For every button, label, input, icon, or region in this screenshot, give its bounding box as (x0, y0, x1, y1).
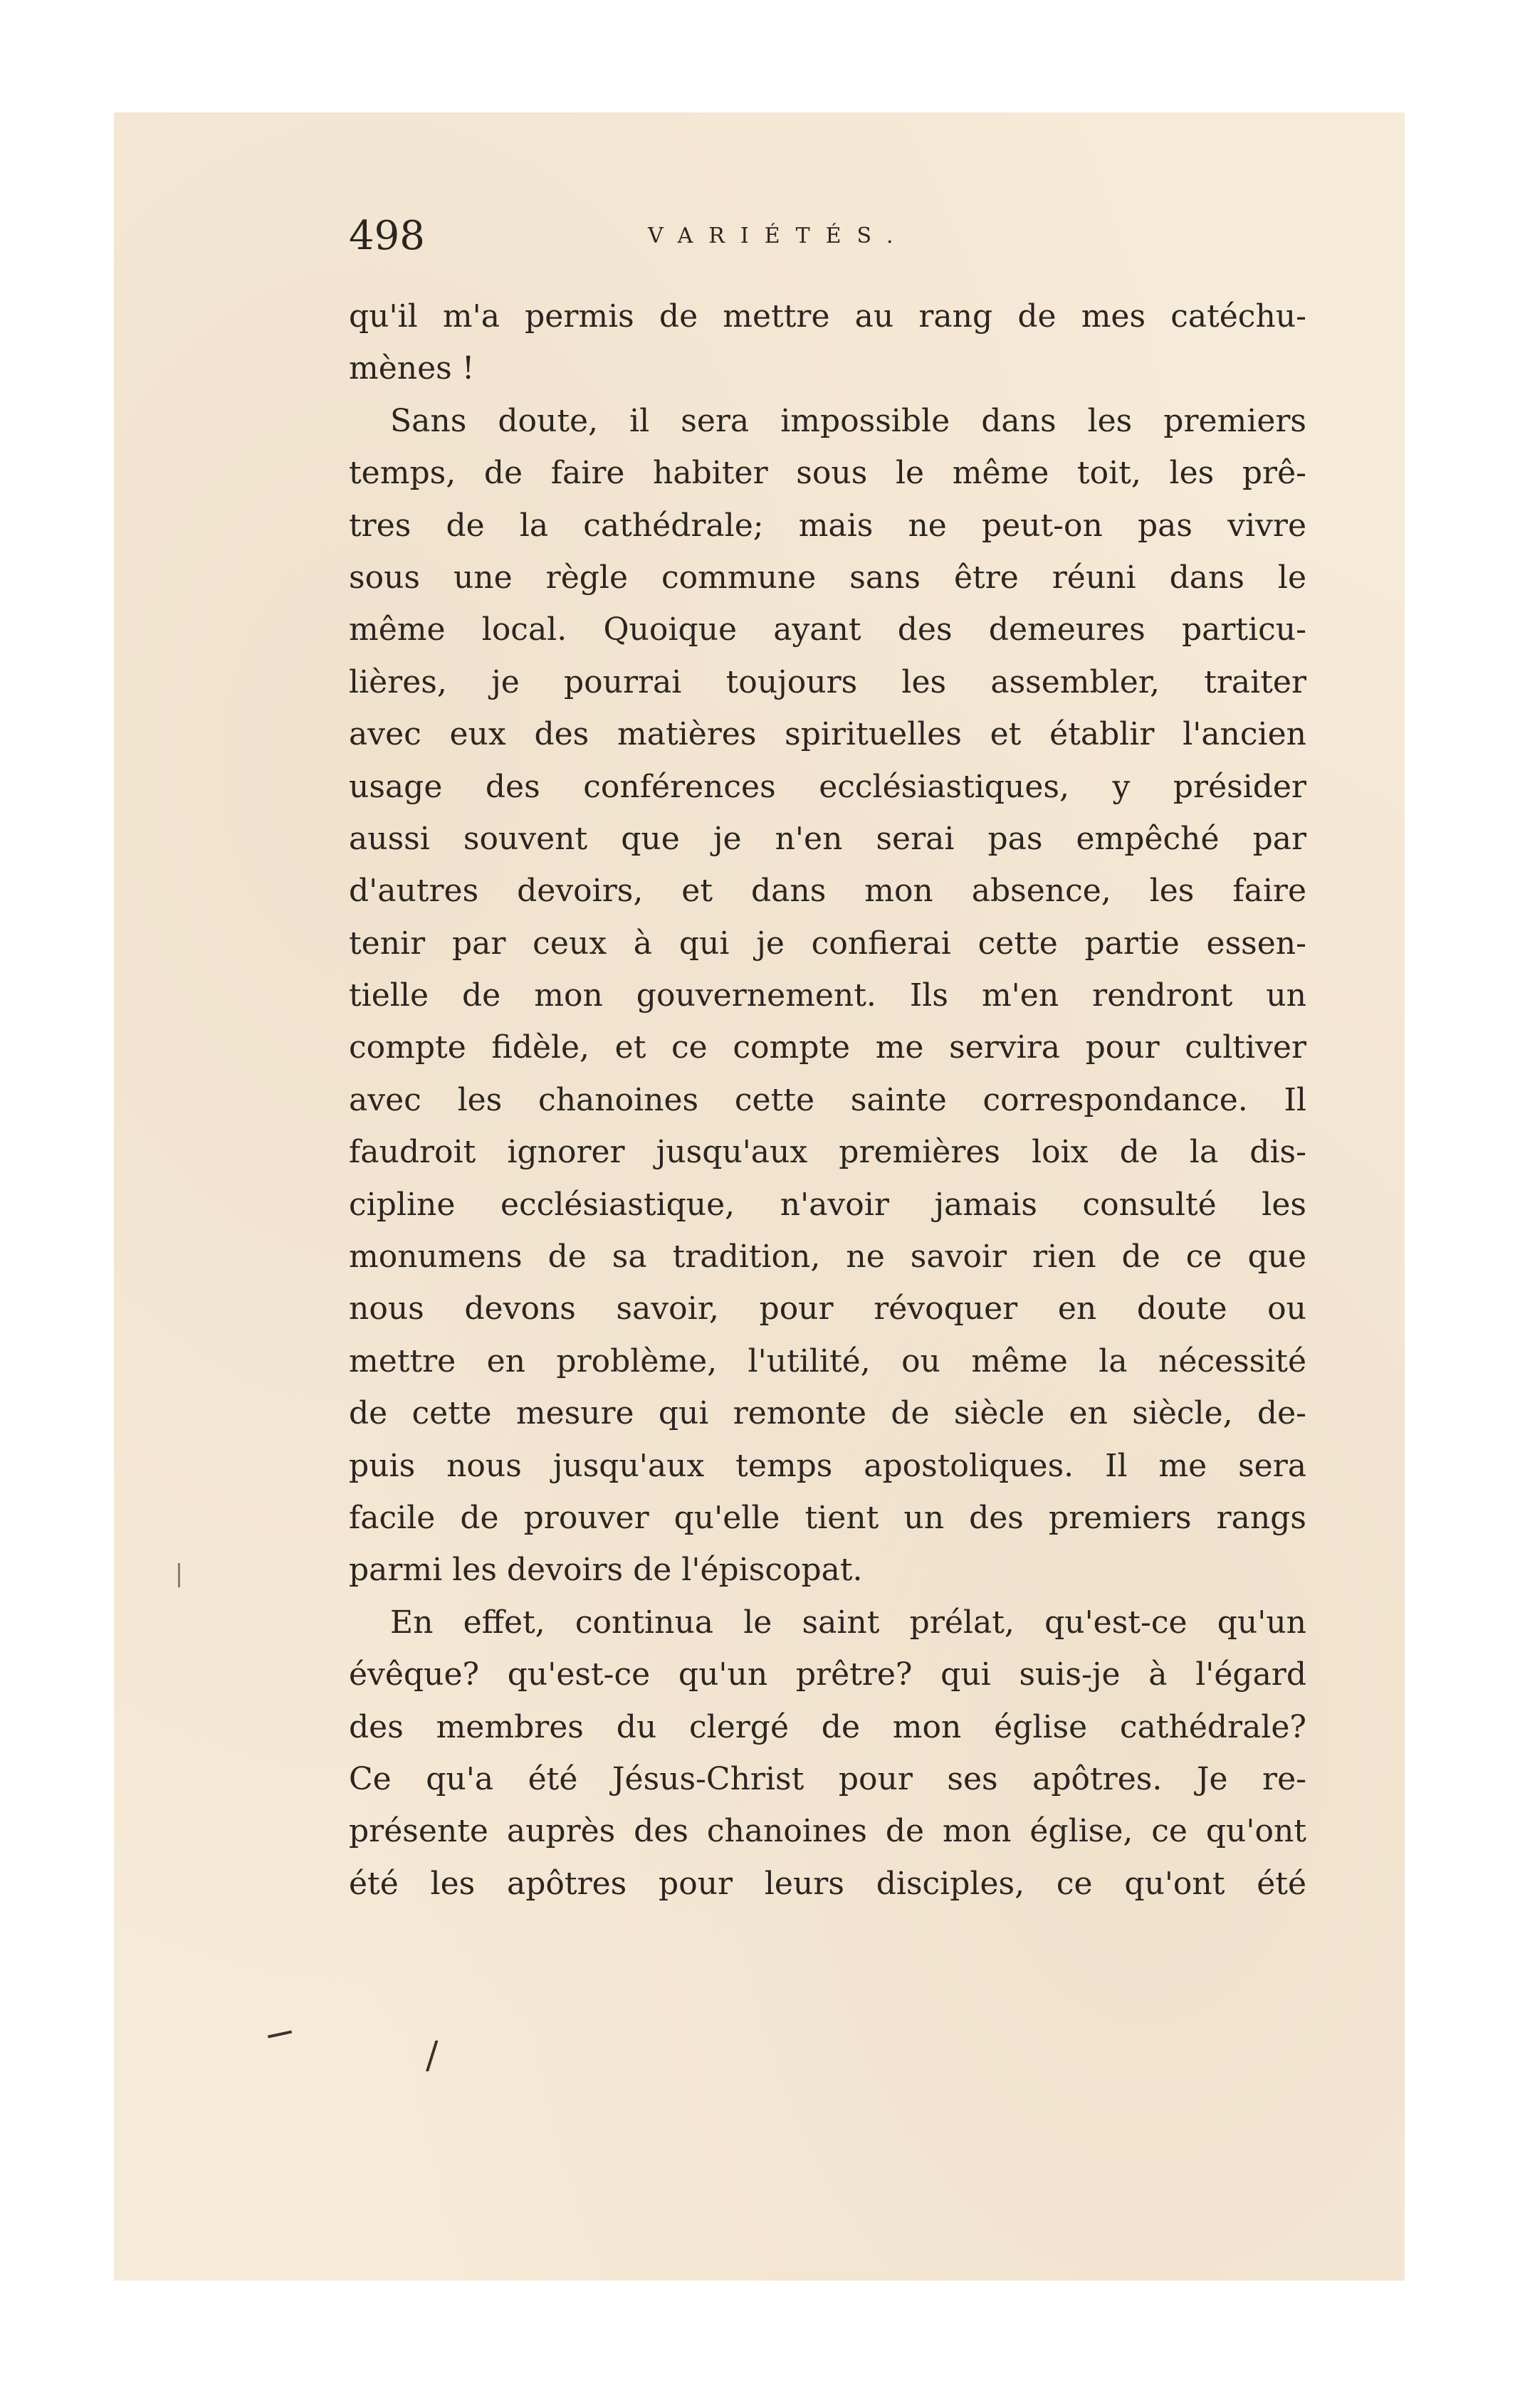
text-line: avec les chanoines cette sainte correspondance. Il (349, 1081, 1306, 1118)
text-line: faudroit ignorer jusqu'aux premières loix de la dis- (349, 1134, 1306, 1171)
text-line: temps, de faire habiter sous le même toit, les prê- (349, 455, 1306, 492)
text-line: En effet, continua le saint prélat, qu'est-ce qu'un (390, 1604, 1306, 1641)
text-line: compte fidèle, et ce compte me servira pour cultiver (349, 1029, 1306, 1066)
text-line: même local. Quoique ayant des demeures particu- (349, 611, 1306, 648)
body-text (349, 290, 1306, 1910)
page-number: 498 (349, 213, 425, 259)
text-line: usage des conférences ecclésiastiques, y présider (349, 768, 1306, 805)
text-line: tres de la cathédrale; mais ne peut-on pas vivre (349, 507, 1306, 544)
text-line: mettre en problème, l'utilité, ou même la nécessité (349, 1342, 1306, 1379)
text-line: Ce qu'a été Jésus-Christ pour ses apôtres. Je re- (349, 1760, 1306, 1797)
text-line: tenir par ceux à qui je confierai cette partie essen- (349, 925, 1306, 962)
text-line: tielle de mon gouvernement. Ils m'en rendront un (349, 977, 1306, 1014)
text-line: facile de prouver qu'elle tient un des premiers rangs (349, 1499, 1306, 1536)
text-line: monumens de sa tradition, ne savoir rien de ce que (349, 1239, 1306, 1276)
text-line: cipline ecclésiastique, n'avoir jamais consulté les (349, 1186, 1306, 1223)
text-line: Sans doute, il sera impossible dans les premiers (390, 402, 1306, 439)
text-line: sous une règle commune sans être réuni dans le (349, 559, 1306, 596)
text-line: d'autres devoirs, et dans mon absence, les faire (349, 873, 1306, 910)
text-line: des membres du clergé de mon église cathédrale? (349, 1708, 1306, 1745)
text-line: aussi souvent que je n'en serai pas empêché par (349, 820, 1306, 857)
text-line: été les apôtres pour leurs disciples, ce qu'ont été (349, 1865, 1306, 1902)
page-header (349, 208, 1306, 265)
text-line: mènes ! (349, 350, 475, 387)
text-line: évêque? qu'est-ce qu'un prêtre? qui suis-je à l'égard (349, 1656, 1306, 1693)
running-head: VARIÉTÉS. (648, 224, 909, 248)
text-line: qu'il m'a permis de mettre au rang de mes catéchu- (349, 298, 1306, 335)
text-line: parmi les devoirs de l'épiscopat. (349, 1552, 863, 1589)
text-line: de cette mesure qui remonte de siècle en siècle, de- (349, 1395, 1306, 1432)
stray-bar-mark (178, 1563, 180, 1587)
text-line: avec eux des matières spirituelles et établir l'ancien (349, 716, 1306, 753)
text-line: nous devons savoir, pour révoquer en doute ou (349, 1290, 1306, 1327)
text-line: présente auprès des chanoines de mon église, ce qu'ont (349, 1813, 1306, 1850)
text-line: puis nous jusqu'aux temps apostoliques. Il me sera (349, 1447, 1306, 1484)
stray-slash-mark: / (426, 2034, 439, 2077)
text-line: lières, je pourrai toujours les assembler, traiter (349, 663, 1306, 700)
